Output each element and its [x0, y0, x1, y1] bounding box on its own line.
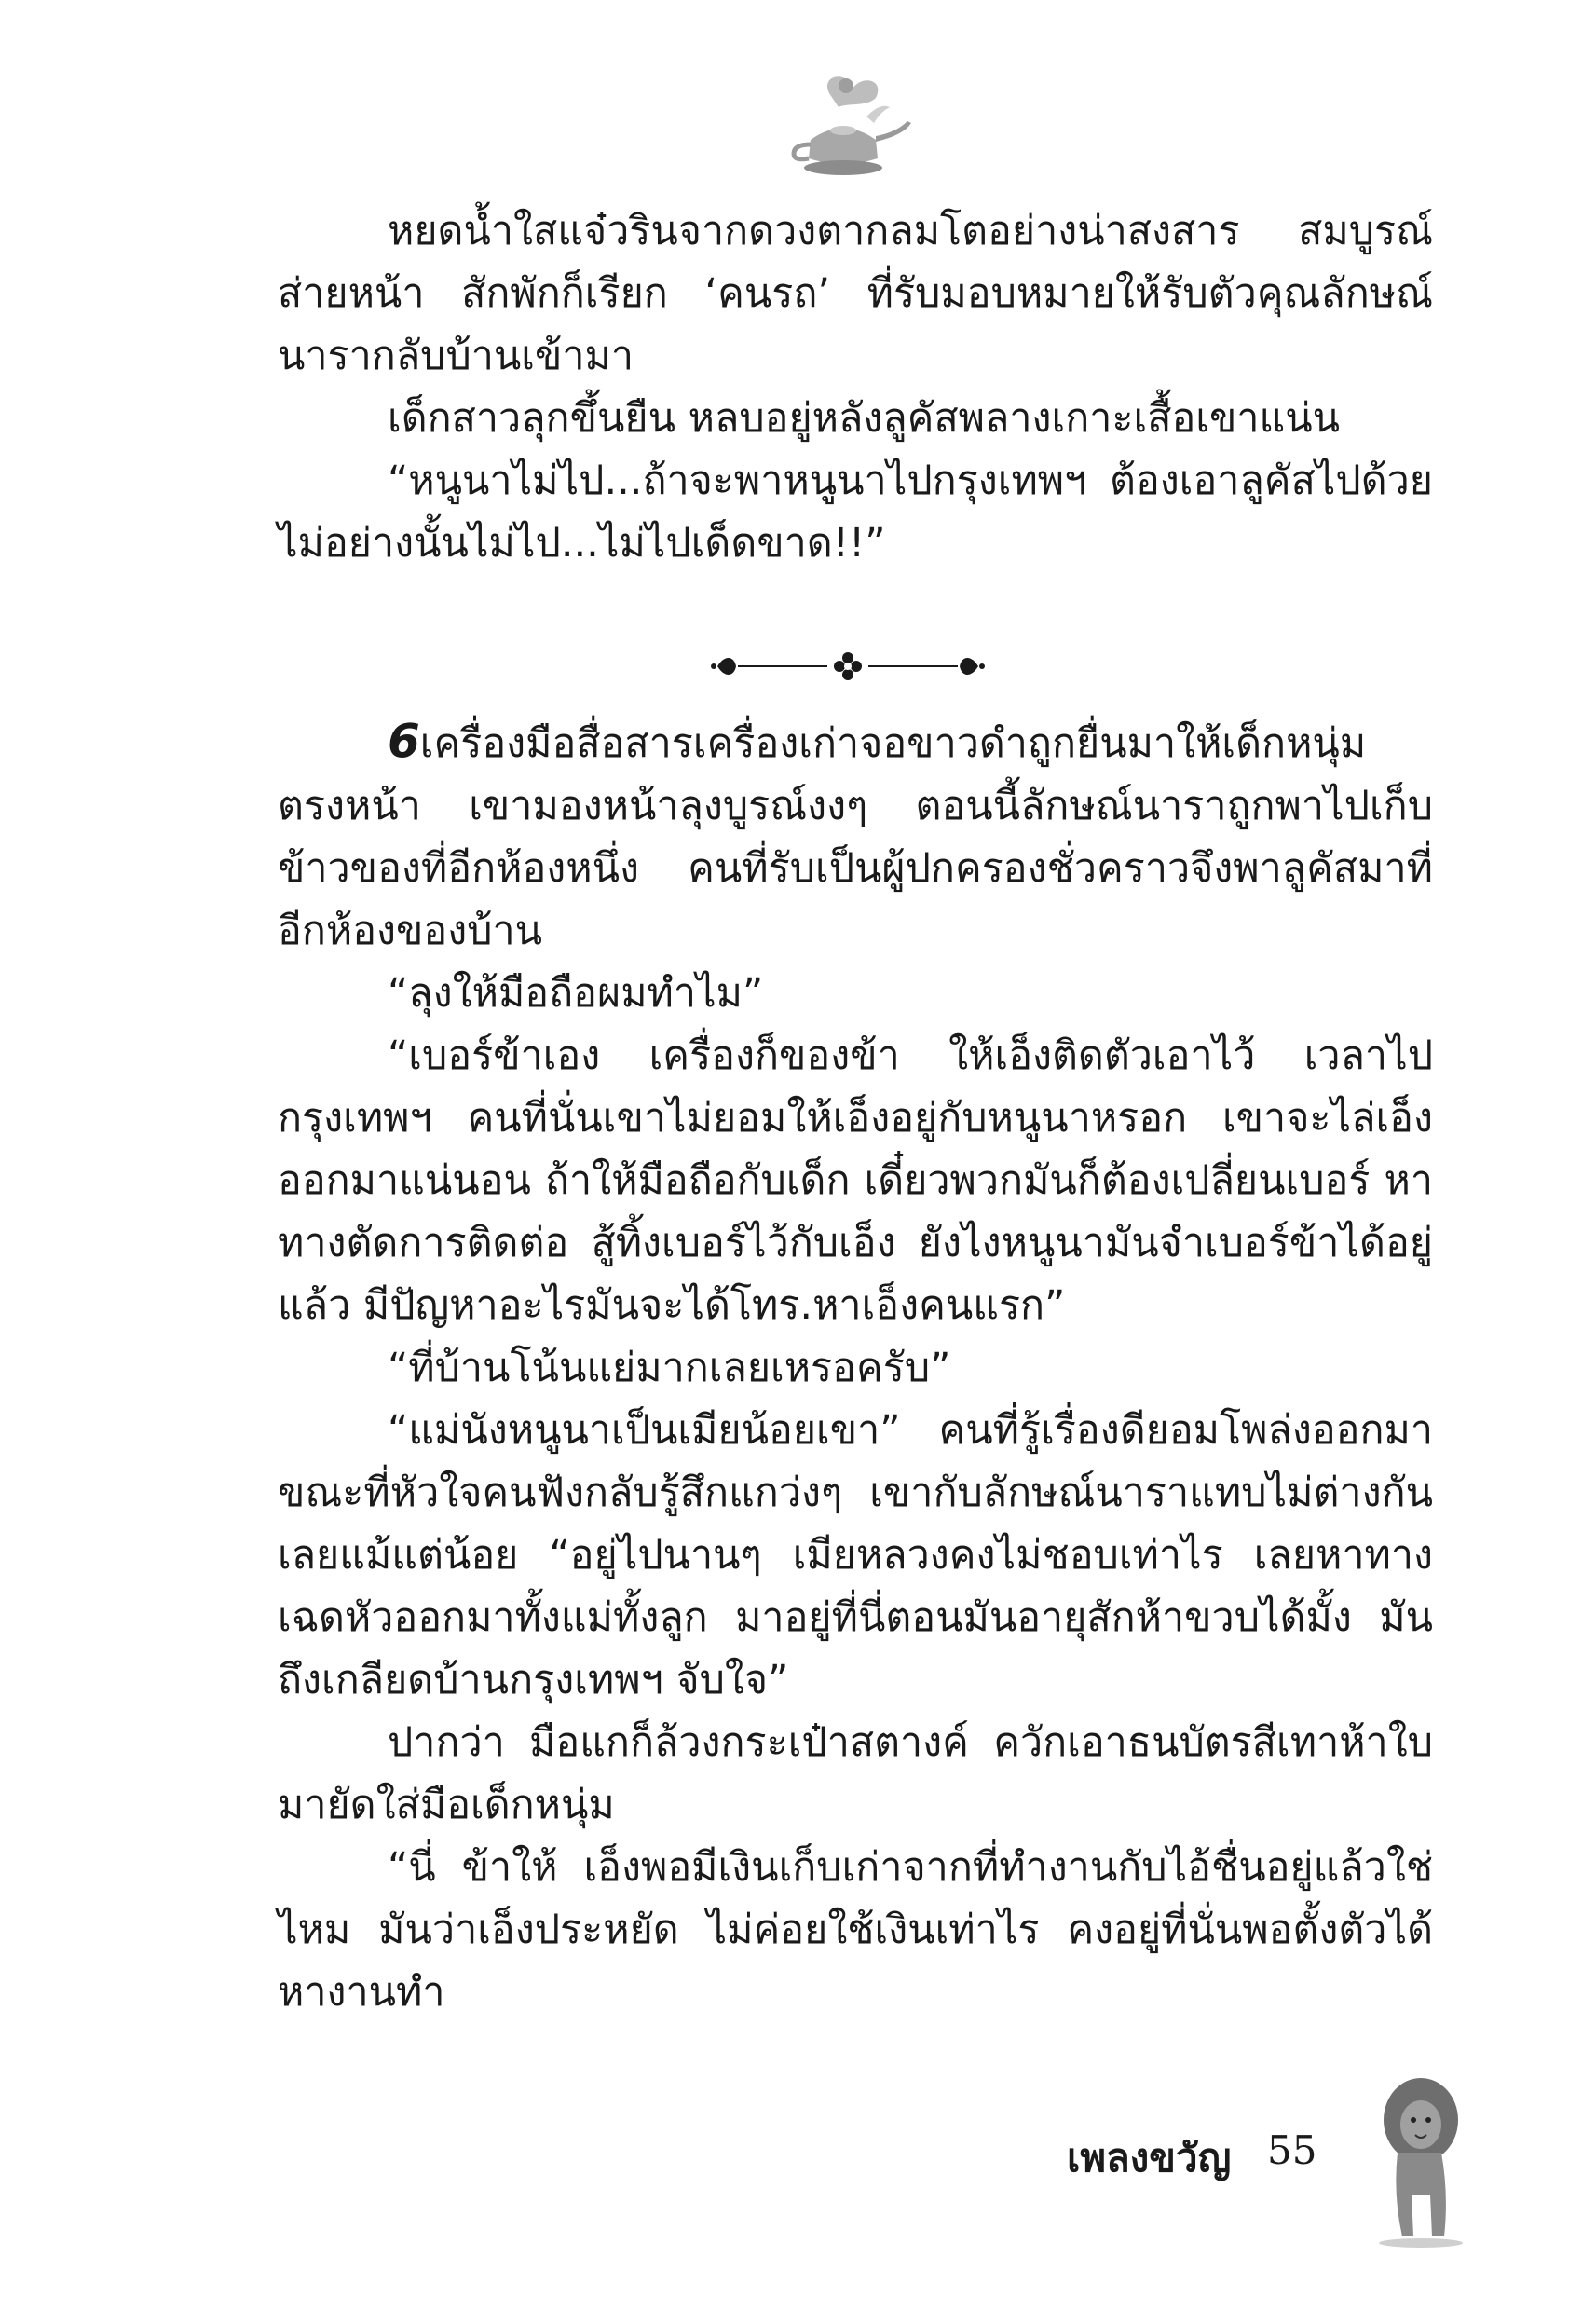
text-block-bottom	[278, 710, 1433, 2024]
teapot-angel-ornament	[773, 65, 913, 196]
running-footer-title: เพลงขวัญ	[1067, 2135, 1232, 2181]
paragraph: “นี่ ข้าให้ เอ็งพอมีเงินเก็บเก่าจากที่ทำงานกับไอ้ชื่นอยู่แล้วใช่ไหม มันว่าเอ็งประหยัด ไม่ค่อยใช้เงินเท่าไร คงอยู่ที่นั่นพอตั้งตัวได้ หางานทำ	[278, 1844, 1433, 2016]
paragraph-text: เครื่องมือสื่อสารเครื่องเก่าจอขาวดำถูกยื่นมาให้เด็กหนุ่มตรงหน้า เขามองหน้าลุงบูรณ์งงๆ ตอนนี้ลักษณ์นาราถูกพาไปเก็บข้าวของที่อีกห้องหนึ่ง คนที่รับเป็นผู้ปกครองชั่วคราวจึงพาลูคัสมาที่อีกห้องของบ้าน	[278, 720, 1433, 954]
paragraph: “หนูนาไม่ไป...ถ้าจะพาหนูนาไปกรุงเทพฯ ต้องเอาลูคัสไปด้วย ไม่อย่างนั้นไม่ไป...ไม่ไปเด็ดขาด!!”	[278, 458, 1433, 567]
paragraph: เด็กสาวลุกขึ้นยืน หลบอยู่หลังลูคัสพลางเกาะเสื้อเขาแน่น	[388, 395, 1341, 442]
paragraph: “ลุงให้มือถือผมทำไม”	[388, 970, 764, 1017]
section-divider-ornament	[708, 643, 988, 690]
page-number: 55	[1267, 2127, 1317, 2173]
paragraph: ปากว่า มือแกก็ล้วงกระเป๋าสตางค์ ควักเอาธนบัตรสีเทาห้าใบมายัดใส่มือเด็กหนุ่ม	[278, 1719, 1433, 1828]
paragraph: หยดน้ำใสแจ๋วรินจากดวงตากลมโตอย่างน่าสงสาร สมบูรณ์ส่ายหน้า สักพักก็เรียก ‘คนรถ’ ที่รับมอบหมายให้รับตัวคุณลักษณ์นารากลับบ้านเข้ามา	[278, 208, 1433, 379]
section-number: 6	[388, 714, 420, 768]
paragraph: “ที่บ้านโน้นแย่มากเลยเหรอครับ”	[388, 1345, 951, 1391]
lion-icon	[1356, 2073, 1477, 2250]
paragraph: “เบอร์ข้าเอง เครื่องก็ของข้า ให้เอ็งติดตัวเอาไว้ เวลาไปกรุงเทพฯ คนที่นั่นเขาไม่ยอมให้เอ็งอยู่กับหนูนาหรอก เขาจะไล่เอ็งออกมาแน่นอน ถ้าให้มือถือกับเด็ก เดี๋ยวพวกมันก็ต้องเปลี่ยนเบอร์ หาทางตัดการติดต่อ สู้ทิ้งเบอร์ไว้กับเอ็ง ยังไงหนูนามันจำเบอร์ข้าได้อยู่แล้ว มีปัญหาอะไรมันจะได้โทร.หาเอ็งคนแรก”	[278, 1032, 1433, 1329]
paragraph: “แม่นังหนูนาเป็นเมียน้อยเขา” คนที่รู้เรื่องดียอมโพล่งออกมา ขณะที่หัวใจคนฟังกลับรู้สึกแกว่งๆ เขากับลักษณ์นาราแทบไม่ต่างกันเลยแม้แต่น้อย “อยู่ไปนานๆ เมียหลวงคงไม่ชอบเท่าไร เลยหาทางเฉดหัวออกมาทั้งแม่ทั้งลูก มาอยู่ที่นี่ตอนมันอายุสักห้าขวบได้มั้ง มันถึงเกลียดบ้านกรุงเทพฯ จับใจ”	[278, 1407, 1433, 1703]
section-opening-paragraph	[278, 710, 1433, 963]
text-block-top	[278, 200, 1433, 575]
